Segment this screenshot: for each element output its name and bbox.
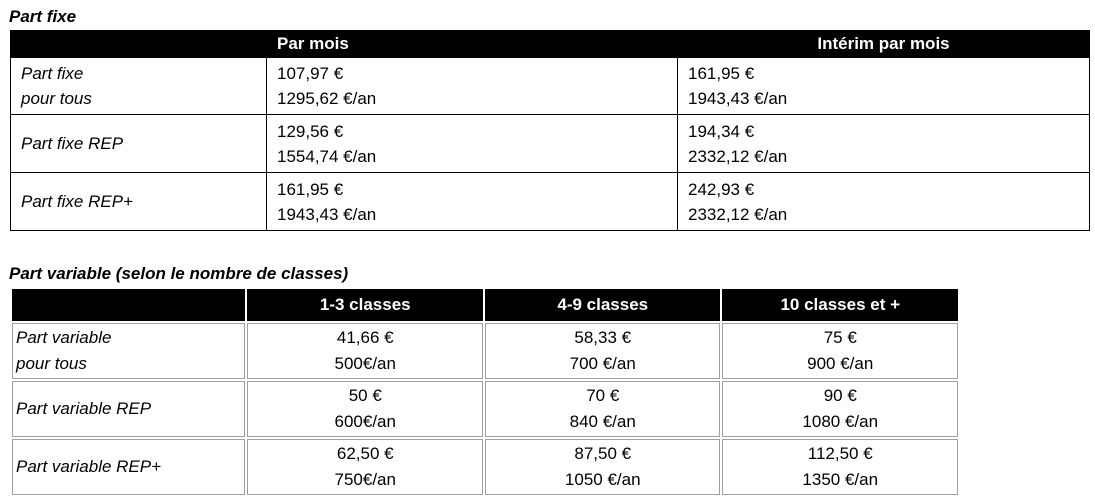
interim-cell: [678, 115, 1090, 173]
yearly-value: 2332,12 €/an: [688, 146, 788, 166]
yearly-value: 900 €/an: [807, 354, 874, 373]
table-row: [12, 381, 958, 437]
monthly-value: 58,33 €: [574, 328, 632, 347]
value-cell-10-plus: [722, 381, 958, 437]
yearly-value: 840 €/an: [569, 412, 636, 431]
part-variable-table: [10, 287, 960, 497]
monthly-value: 107,97 €: [277, 64, 344, 83]
row-label-line: Part fixe REP+: [21, 192, 133, 211]
row-label: [11, 115, 267, 173]
yearly-value: 1050 €/an: [564, 470, 641, 489]
monthly-value: 112,50 €: [807, 444, 873, 463]
monthly-value: 70 €: [586, 386, 620, 405]
value-cell-4-9: [485, 381, 721, 437]
monthly-value: 161,95 €: [277, 179, 344, 199]
yearly-value: 600€/an: [334, 412, 396, 431]
row-label-line: pour tous: [16, 354, 87, 373]
table-row: [11, 173, 1090, 231]
part-fixe-title: Part fixe: [9, 7, 77, 26]
row-label: [11, 58, 267, 115]
interim-cell: [678, 58, 1090, 115]
yearly-value: 1943,43 €/an: [688, 89, 788, 108]
table-row: [12, 323, 958, 379]
row-label-line: pour tous: [21, 89, 92, 108]
yearly-value: 1350 €/an: [802, 470, 879, 489]
value-cell-1-3: [247, 381, 483, 437]
monthly-value: 129,56 €: [277, 121, 344, 141]
yearly-value: 500€/an: [334, 354, 396, 373]
par-mois-cell: [267, 115, 678, 173]
table-row: [12, 439, 958, 495]
monthly-value: 62,50 €: [336, 444, 394, 463]
monthly-value: 41,66 €: [336, 328, 394, 347]
header-empty: [11, 31, 267, 58]
yearly-value: 1295,62 €/an: [277, 89, 377, 108]
monthly-value: 242,93 €: [688, 179, 755, 199]
monthly-value: 90 €: [823, 386, 857, 405]
value-cell-1-3: [247, 323, 483, 379]
par-mois-cell: [267, 173, 678, 231]
monthly-value: 161,95 €: [688, 64, 755, 83]
table-header-row: [12, 289, 958, 321]
value-cell-1-3: [247, 439, 483, 495]
part-fixe-table: [10, 30, 1090, 231]
row-label-line: Part fixe: [21, 64, 84, 83]
table-row: [11, 58, 1090, 115]
header-1-3-classes: 1-3 classes: [247, 289, 483, 321]
table-header-row: [11, 31, 1090, 58]
yearly-value: 750€/an: [334, 470, 396, 489]
row-label-line: Part variable: [16, 328, 112, 347]
yearly-value: 1554,74 €/an: [277, 146, 377, 166]
row-label: [12, 439, 245, 495]
yearly-value: 2332,12 €/an: [688, 204, 788, 224]
value-cell-10-plus: [722, 323, 958, 379]
value-cell-4-9: [485, 439, 721, 495]
value-cell-4-9: [485, 323, 721, 379]
monthly-value: 75 €: [823, 328, 857, 347]
row-label-line: Part variable REP: [16, 399, 152, 418]
yearly-value: 1080 €/an: [802, 412, 879, 431]
table-row: [11, 115, 1090, 173]
row-label-line: Part fixe REP: [21, 134, 124, 153]
value-cell-10-plus: [722, 439, 958, 495]
monthly-value: 194,34 €: [688, 121, 755, 141]
row-label: [12, 323, 245, 379]
monthly-value: 87,50 €: [574, 444, 632, 463]
interim-cell: [678, 173, 1090, 231]
part-variable-title: Part variable (selon le nombre de classes): [9, 264, 349, 283]
par-mois-cell: [267, 58, 678, 115]
header-10-classes-plus: 10 classes et +: [722, 289, 958, 321]
header-empty: [12, 289, 245, 321]
yearly-value: 1943,43 €/an: [277, 204, 377, 224]
yearly-value: 700 €/an: [569, 354, 636, 373]
row-label: [11, 173, 267, 231]
header-interim-par-mois: Intérim par mois: [678, 31, 1090, 58]
header-4-9-classes: 4-9 classes: [485, 289, 721, 321]
row-label: [12, 381, 245, 437]
row-label-line: Part variable REP+: [16, 457, 162, 476]
monthly-value: 50 €: [348, 386, 382, 405]
header-par-mois: Par mois: [267, 31, 678, 58]
